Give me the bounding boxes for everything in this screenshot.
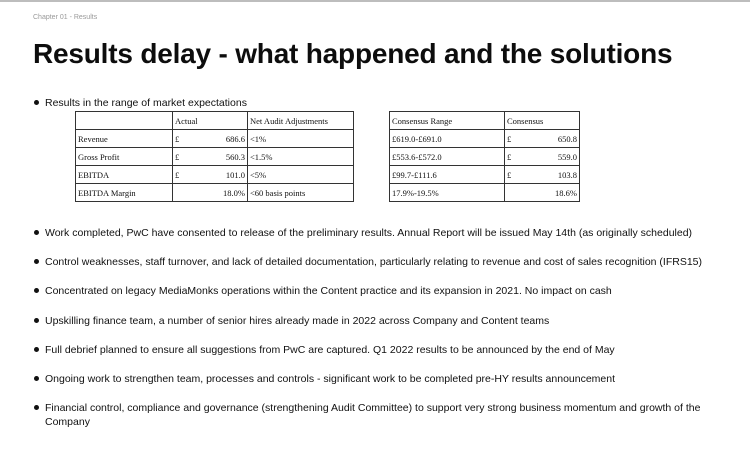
bullet-dot xyxy=(34,288,39,293)
actual-cell xyxy=(173,166,248,184)
actual-value: 101.0 xyxy=(225,169,245,180)
actual-value: 18.0% xyxy=(173,184,248,202)
bullet-text: Results in the range of market expectations xyxy=(45,97,247,109)
row-label: EBITDA Margin xyxy=(76,184,173,202)
consensus-cell xyxy=(505,166,580,184)
bullet-text: Upskilling finance team, a number of senior hires already made in 2022 across Company and Content teams xyxy=(45,315,550,327)
adjustment-cell: <5% xyxy=(248,166,354,184)
table-row xyxy=(76,166,354,184)
table-row xyxy=(390,148,580,166)
currency-symbol: £ xyxy=(507,151,512,162)
table-header: Net Audit Adjustments xyxy=(248,112,354,130)
breadcrumb: Chapter 01 - Results xyxy=(33,14,98,21)
actual-value: 686.6 xyxy=(225,133,245,144)
row-label: Gross Profit xyxy=(76,148,173,166)
consensus-cell xyxy=(505,148,580,166)
adjustment-cell: <60 basis points xyxy=(248,184,354,202)
table-row xyxy=(76,130,354,148)
table-row xyxy=(76,184,354,202)
bullet-text: Financial control, compliance and governance (strengthening Audit Committee) to support very strong business momentum and growth of the Company xyxy=(45,402,701,428)
bullet-text: Ongoing work to strengthen team, processes and controls - significant work to be completed pre-HY results announcement xyxy=(45,373,616,385)
range-cell: £99.7-£111.6 xyxy=(390,166,505,184)
actual-cell xyxy=(173,148,248,166)
range-cell: 17.9%-19.5% xyxy=(390,184,505,202)
consensus-value: 559.0 xyxy=(557,151,577,162)
table-row xyxy=(390,166,580,184)
table-header: Actual xyxy=(173,112,248,130)
bullet-text: Work completed, PwC have consented to release of the preliminary results. Annual Report will be issued May 14th (as originally scheduled) xyxy=(45,227,693,239)
actual-cell xyxy=(173,130,248,148)
consensus-value: 103.8 xyxy=(557,169,577,180)
bullet-dot xyxy=(34,347,39,352)
table-row xyxy=(390,184,580,202)
bullet-dot xyxy=(34,376,39,381)
consensus-table xyxy=(389,111,580,202)
bullet-dot xyxy=(34,405,39,410)
range-cell: £553.6-£572.0 xyxy=(390,148,505,166)
results-table xyxy=(75,111,354,202)
bullet-dot xyxy=(34,100,39,105)
table-row xyxy=(390,130,580,148)
top-divider xyxy=(0,0,750,2)
table-header-row xyxy=(390,112,580,130)
currency-symbol: £ xyxy=(507,133,512,144)
bullet-text: Control weaknesses, staff turnover, and lack of detailed documentation, particularly relating to revenue and cost of sales recognition (IFRS15) xyxy=(45,256,702,268)
adjustment-cell: <1% xyxy=(248,130,354,148)
consensus-cell xyxy=(505,130,580,148)
table-header: Consensus xyxy=(505,112,580,130)
row-label: EBITDA xyxy=(76,166,173,184)
consensus-value: 650.8 xyxy=(557,133,577,144)
page-title: Results delay - what happened and the solutions xyxy=(33,38,673,69)
adjustment-cell: <1.5% xyxy=(248,148,354,166)
bullet-dot xyxy=(34,318,39,323)
currency-symbol: £ xyxy=(175,169,180,180)
actual-value: 560.3 xyxy=(225,151,245,162)
currency-symbol: £ xyxy=(507,169,512,180)
currency-symbol: £ xyxy=(175,133,180,144)
consensus-value: 18.6% xyxy=(505,184,580,202)
currency-symbol: £ xyxy=(175,151,180,162)
table-header xyxy=(76,112,173,130)
row-label: Revenue xyxy=(76,130,173,148)
range-cell: £619.0-£691.0 xyxy=(390,130,505,148)
bullet-text: Concentrated on legacy MediaMonks operations within the Content practice and its expansion in 2021. No impact on cash xyxy=(45,285,612,297)
bullet-dot xyxy=(34,230,39,235)
table-row xyxy=(76,148,354,166)
bullet-dot xyxy=(34,259,39,264)
bullet-text: Full debrief planned to ensure all suggestions from PwC are captured. Q1 2022 results to be announced by the end of May xyxy=(45,344,615,356)
table-header-row xyxy=(76,112,354,130)
table-header: Consensus Range xyxy=(390,112,505,130)
